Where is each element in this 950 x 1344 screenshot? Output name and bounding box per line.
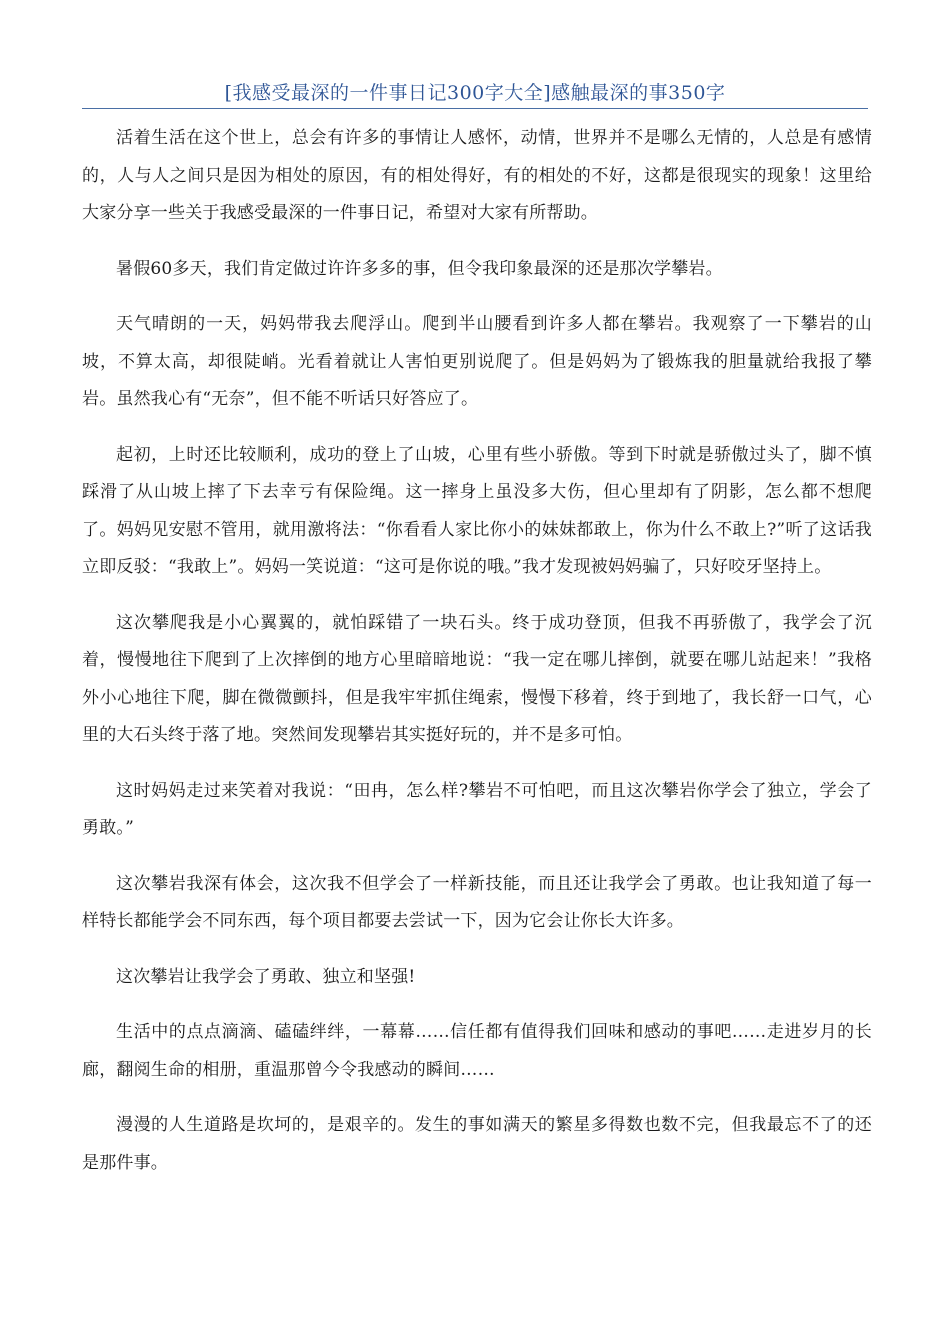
title-divider (82, 108, 868, 109)
article-body (82, 120, 872, 1200)
paragraph-life-moments: 生活中的点点滴滴、磕磕绊绊，一幕幕……信任都有值得我们回味和感动的事吧……走进岁月的长廊，翻阅生命的相册，重温那曾今令我感动的瞬间…… (82, 1022, 872, 1080)
page-title: [我感受最深的一件事日记300字大全]感触最深的事350字 (224, 82, 726, 104)
paragraph-summer: 暑假60多天，我们肯定做过许许多多的事，但令我印象最深的还是那次学攀岩。 (116, 258, 723, 279)
paragraph-mother-words: 这时妈妈走过来笑着对我说：“田冉，怎么样?攀岩不可怕吧，而且这次攀岩你学会了独立，学会了勇敢。” (82, 780, 872, 838)
paragraph-first-attempt: 起初，上时还比较顺利，成功的登上了山坡，心里有些小骄傲。等到下时就是骄傲过头了，脚不慎踩滑了从山坡上摔了下去幸亏有保险绳。这一摔身上虽没多大伤，但心里却有了阴影，怎么都不想爬了。妈妈见安慰不管用，就用激将法：“你看看人家比你小的妹妹都敢上，你为什么不敢上?”听了这话我立即反驳：“我敢上”。妈妈一笑说道：“这可是你说的哦。”我才发现被妈妈骗了，只好咬牙坚持上。 (82, 444, 872, 577)
paragraph-life-road: 漫漫的人生道路是坎坷的，是艰辛的。发生的事如满天的繁星多得数也数不完，但我最忘不了的还是那件事。 (82, 1115, 872, 1173)
paragraph-climb-start: 天气晴朗的一天，妈妈带我去爬浮山。爬到半山腰看到许多人都在攀岩。我观察了一下攀岩的山坡，不算太高，却很陡峭。光看着就让人害怕更别说爬了。但是妈妈为了锻炼我的胆量就给我报了攀岩。虽然我心有“无奈”，但不能不听话只好答应了。 (82, 314, 872, 409)
paragraph-reflection: 这次攀岩我深有体会，这次我不但学会了一样新技能，而且还让我学会了勇敢。也让我知道了每一样特长都能学会不同东西，每个项目都要去尝试一下，因为它会让你长大许多。 (82, 873, 872, 931)
paragraph-intro: 活着生活在这个世上，总会有许多的事情让人感怀，动情，世界并不是哪么无情的，人总是有感情的，人与人之间只是因为相处的原因，有的相处得好，有的相处的不好，这都是很现实的现象！这里给大家分享一些关于我感受最深的一件事日记，希望对大家有所帮助。 (82, 128, 872, 223)
paragraph-lesson: 这次攀岩让我学会了勇敢、独立和坚强! (116, 966, 416, 987)
paragraph-second-attempt: 这次攀爬我是小心翼翼的，就怕踩错了一块石头。终于成功登顶，但我不再骄傲了，我学会了沉着，慢慢地往下爬到了上次摔倒的地方心里暗暗地说：“我一定在哪儿摔倒，就要在哪儿站起来！”我格外小心地往下爬，脚在微微颤抖，但是我牢牢抓住绳索，慢慢下移着，终于到地了，我长舒一口气，心里的大石头终于落了地。突然间发现攀岩其实挺好玩的，并不是多可怕。 (82, 612, 872, 745)
